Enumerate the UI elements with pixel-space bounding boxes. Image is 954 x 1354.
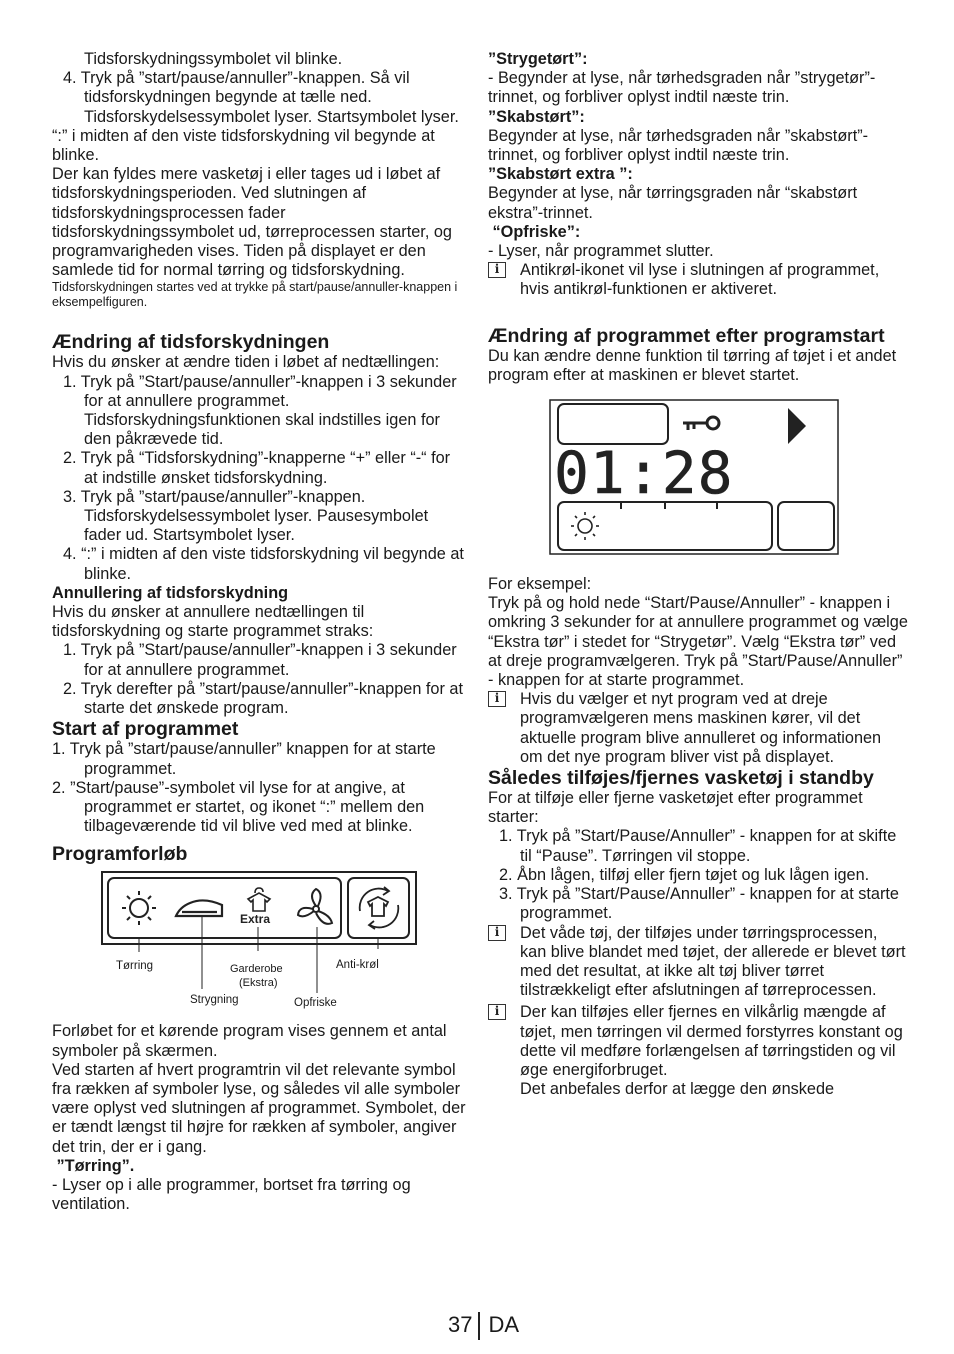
fan-icon: [298, 889, 332, 924]
paragraph: - Begynder at lyse, når tørhedsgraden når ”strygetør”-trinnet, og forbliver oplyst indtil næste trin.: [488, 69, 876, 107]
label-strygning: Strygning: [190, 994, 239, 1007]
info-icon: i: [488, 1004, 506, 1020]
paragraph: Ved starten af hvert programtrin vil det relevante symbol fra rækken af symboler lyse, og således vil alle symboler være oplyst ved slutningen af programmet. Symbolet, der er tændt længst til højre for rækken af symboler, angiver det trin, der er i gang.: [52, 1060, 466, 1156]
small-note: Tidsforskydningen startes ved at trykke på start/pause/annuller-knappen i eksempelfiguren.: [52, 280, 458, 310]
list-item: 2. Tryk derefter på ”start/pause/annuller”-knappen for at starte det ønskede program.: [63, 679, 464, 718]
info-icon: i: [488, 262, 506, 278]
dryer-display: [488, 398, 908, 556]
right-column: [488, 50, 908, 1099]
anti-crease-icon: [360, 887, 399, 929]
list-item: 2. ”Start/pause”-symbolet vil lyse for at angive, at programmet er startet, og ikonet “:” mellem den tilbageværende tid vil blive ved med at blinke.: [52, 778, 425, 836]
paragraph: - Lyser, når programmet slutter.: [488, 242, 714, 261]
paragraph: “:” i midten af den viste tidsforskydning vil begynde at blinke.: [52, 126, 435, 165]
info-icon: i: [488, 925, 506, 941]
paragraph: Forløbet for et kørende program vises gennem et antal symboler på skærmen.: [52, 1022, 447, 1060]
program-symbols-diagram: [52, 869, 467, 1019]
list-item: 3. Tryk på ”start/pause/annuller”-knappen. Tidsforskydelsessymbolet lyser. Pausesymbolet fader ud. Startsymbolet lyser.: [63, 487, 429, 545]
note-text: Det våde tøj, der tilføjes under tørringsprocessen, kan blive blandet med tøjet, der allerede er blevet tørt med det resultat, at ikke alt tøj bliver tørret tilstrækkeligt efter afslutningen af tørreprocessen.: [520, 923, 906, 1000]
paragraph: Tryk på og hold nede “Start/Pause/Annuller” - knappen i omkring 3 sekunder for at annullere programmet og vælge “Ekstra tør” i stedet for “Strygetør”. Vælg “Ekstra tør” ved at dreje programvælgeren. Tryk på ”Start/Pause/Annuller” - knappen for at starte programmet.: [488, 594, 908, 690]
list-item: 1. Tryk på ”Start/Pause/Annuller” - knappen for at skifte til “Pause”. Tørringen vil stoppe.: [499, 827, 897, 865]
list-item: 2. Tryk på “Tidsforskydning”-knapperne “+” eller “-“ for at indstille ønsket tidsforskydning.: [63, 449, 451, 487]
info-note: [488, 261, 908, 299]
page-number: 37: [448, 1312, 473, 1337]
paragraph: Hvis du ønsker at ændre tiden i løbet af nedtællingen:: [52, 353, 440, 372]
subheading: ”Skabstørt”:: [488, 107, 585, 126]
subheading: ”Tørring”.: [52, 1156, 135, 1175]
page-footer: [448, 1312, 519, 1340]
subheading: Annullering af tidsforskydning: [52, 583, 289, 602]
label-toerring: Tørring: [116, 960, 154, 973]
list-item: 4. Tryk på ”start/pause/annuller”-knappen. Så vil tidsforskydningen begynde at tælle ned. Tidsforskydelsessymbolet lyser. Startsymbolet lyser.: [63, 69, 459, 126]
section-heading: Programforløb: [52, 843, 188, 866]
section-heading: Således tilføjes/fjernes vasketøj i standby: [488, 767, 874, 790]
sun-icon: [571, 512, 599, 540]
paragraph: For eksempel:: [488, 575, 592, 594]
iron-icon: [176, 901, 222, 917]
left-column: [52, 50, 467, 1214]
subheading: “Opfriske”:: [488, 222, 581, 241]
key-icon: [683, 417, 719, 430]
paragraph: Du kan ændre denne funktion til tørring af tøjet i et andet program efter at maskinen er blevet startet.: [488, 346, 897, 384]
list-item: 1. Tryk på ”start/pause/annuller” knappen for at starte programmet.: [52, 740, 436, 778]
info-icon: i: [488, 691, 506, 707]
paragraph: Der kan fyldes mere vasketøj i eller tages ud i løbet af tidsforskydningsperioden. Ved slutningen af tidsforskydningsprocessen fader tidsforskydningssymbolet ud, tørreprocessen starter, og programvarigheden vises. Tiden på displayet er den samlede tid for normal tørring og tidsforskydning.: [52, 165, 452, 280]
symbols-panel: [52, 869, 467, 1019]
paragraph: Begynder at lyse, når tørhedsgraden når ”skabstørt”-trinnet, og forbliver oplyst indtil næste trin.: [488, 126, 869, 165]
paragraph: Begynder at lyse, når tørringsgraden når “skabstørt ekstra”-trinnet.: [488, 184, 858, 222]
extra-label: Extra: [240, 912, 271, 927]
subheading: ”Strygetørt”:: [488, 50, 588, 68]
section-heading: Start af programmet: [52, 718, 239, 741]
list-item: 1. Tryk på ”Start/pause/annuller”-knappen i 3 sekunder for at annullere programmet.: [63, 641, 457, 679]
divider: [478, 1312, 480, 1340]
paragraph: - Lyser op i alle programmer, bortset fra tørring og ventilation.: [52, 1175, 411, 1214]
paragraph: For at tilføje eller fjerne vasketøjet efter programmet starter:: [488, 789, 863, 827]
time-readout: 01:28: [554, 439, 734, 508]
paragraph: Hvis du ønsker at annullere nedtællingen til tidsforskydning og starte programmet straks:: [52, 603, 374, 641]
note-text: Der kan tilføjes eller fjernes en vilkårlig mængde af tøjet, men tørringen vil dermed forstyrres konstant og dette vil medføre forlængelsen af tørringstiden og vil øge energiforbruget.: [520, 1003, 903, 1079]
label-garderobe: Garderobe: [230, 963, 283, 976]
shirt-hanger-icon: [248, 888, 270, 911]
info-note: [488, 924, 908, 1001]
list-item: 3. Tryk på ”Start/Pause/Annuller” - knappen for at starte programmet.: [499, 885, 899, 923]
label-ekstra: (Ekstra): [239, 977, 278, 990]
note-text: Det anbefales derfor at lægge den ønskede: [520, 1080, 835, 1099]
note-text: Antikrøl-ikonet vil lyse i slutningen af programmet, hvis antikrøl-funktionen er aktiveret.: [520, 261, 880, 299]
label-opfriske: Opfriske: [294, 997, 337, 1010]
section-heading: Ændring af programmet efter programstart: [488, 324, 885, 347]
list-item: 2. Åbn lågen, tilføj eller fjern tøjet og luk lågen igen.: [499, 865, 870, 884]
sun-icon: [122, 891, 156, 925]
info-note: [488, 1003, 908, 1099]
section-heading: Ændring af tidsforskydningen: [52, 331, 330, 354]
label-anti-kroel: Anti-krøl: [336, 959, 379, 972]
info-note: [488, 690, 908, 767]
paragraph: Tidsforskydningssymbolet vil blinke.: [84, 50, 343, 68]
language-code: DA: [488, 1312, 520, 1337]
list-item: 4. “:” i midten af den viste tidsforskydning vil begynde at blinke.: [63, 545, 464, 583]
note-text: Hvis du vælger et nyt program ved at dreje programvælgeren mens maskinen kører, vil det aktuelle program blive annulleret og informationen om det nye program bliver vist på displayet.: [520, 690, 882, 766]
list-item: 1. Tryk på ”Start/pause/annuller”-knappen i 3 sekunder for at annullere programmet. Tidsforskydningsfunktionen skal indstilles igen for den påkrævede tid.: [63, 372, 457, 449]
play-icon: [788, 408, 806, 444]
subheading: ”Skabstørt extra ”:: [488, 165, 633, 184]
